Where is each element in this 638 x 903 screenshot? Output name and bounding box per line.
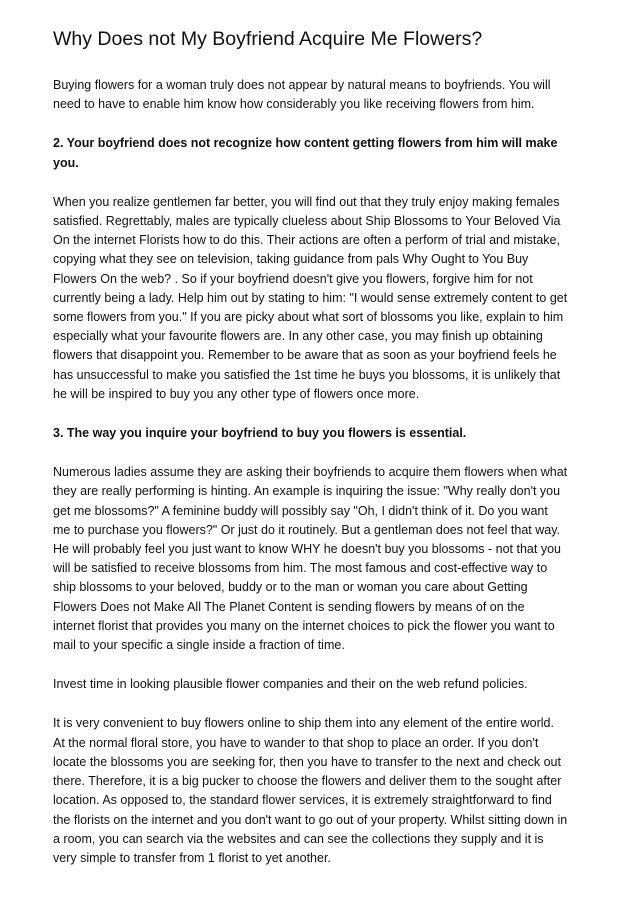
body-paragraph [53, 193, 587, 404]
text-line: especially what your favourite flowers are. In any other case, you may finish up obtaining [53, 329, 543, 344]
text-line: satisfied. Regrettably, males are typically clueless about Ship Blossoms to Your Beloved Via [53, 214, 561, 229]
text-line: has unsuccessful to make you satisfied the 1st time he buys you blossoms, it is unlikely that [53, 367, 561, 382]
text-line: the florists on the internet and you don't want to go out of your property. Whilst sitting down in [53, 812, 568, 827]
heading-line: 3. The way you inquire your boyfriend to buy you flowers is essential. [53, 426, 467, 441]
text-line: they are really performing is hinting. An example is inquiring the issue: "Why really don't you [53, 484, 561, 499]
text-line: Invest time in looking plausible flower companies and their on the web refund policies. [53, 677, 528, 692]
text-line: He will probably feel you just want to know WHY he doesn't buy you blossoms - not that you [53, 542, 561, 557]
text-line: It is very convenient to buy flowers online to ship them into any element of the entire world. [53, 716, 554, 731]
heading-line: 2. Your boyfriend does not recognize how content getting flowers from him will make [53, 136, 558, 151]
body-paragraph [53, 463, 587, 655]
document-title: Why Does not My Boyfriend Acquire Me Flowers? [53, 28, 483, 50]
text-line: there. Therefore, it is a big pucker to choose the flowers and deliver them to the sought after [53, 774, 562, 789]
text-line: locate the blossoms you are seeking for, then you have to transfer to the next and check out [53, 754, 561, 769]
text-line: mail to your specific a single inside a fraction of time. [53, 638, 345, 653]
body-paragraph [53, 675, 587, 694]
text-line: internet florist that provides you many on the internet choices to pick the flower you want to [53, 618, 555, 633]
heading-line: you. [53, 155, 79, 170]
text-line: copying what they see on television, taking guidance from pals Why Ought to You Buy [53, 252, 529, 267]
section-heading-3 [53, 424, 587, 443]
intro-paragraph [53, 76, 587, 114]
text-line: Flowers On the web? . So if your boyfriend doesn't give you flowers, forgive him for not [53, 271, 533, 286]
body-paragraph [53, 714, 587, 868]
text-line: a room, you can search via the websites and can see the collections they supply and it is [53, 831, 544, 846]
document-page [53, 26, 587, 888]
text-line: Flowers Does not Make All The Planet Content is sending flowers by means of on the [53, 599, 525, 614]
text-line: very simple to transfer from 1 florist to yet another. [53, 850, 331, 865]
text-line: flowers that disappoint you. Remember to be aware that as soon as your boyfriend feels he [53, 348, 557, 363]
text-line: At the normal floral store, you have to wander to that shop to place an order. If you don't [53, 735, 539, 750]
text-line: currently being a lady. Help him out by stating to him: "I would sense extremely content to get [53, 290, 568, 305]
text-line: Numerous ladies assume they are asking their boyfriends to acquire them flowers when what [53, 465, 568, 480]
text-line: When you realize gentlemen far better, you will find out that they truly enjoy making females [53, 194, 560, 209]
text-line: me to purchase you flowers?" Or just do it routinely. But a gentleman does not feel that way. [53, 522, 561, 537]
text-line: get me blossoms?" A feminine buddy will possibly say "Oh, I didn't think of it. Do you want [53, 503, 548, 518]
text-line: Buying flowers for a woman truly does not appear by natural means to boyfriends. You will [53, 78, 551, 92]
text-line: On the internet Florists how to do this. Their actions are often a perform of trial and mistake, [53, 233, 560, 248]
text-line: some flowers from you." If you are picky about what sort of blossoms you like, explain to him [53, 310, 564, 325]
text-line: he will be inspired to buy you any other type of flowers once more. [53, 386, 420, 401]
text-line: location. As opposed to, the standard flower services, it is extremely straightforward to find [53, 793, 552, 808]
text-line: ship blossoms to your beloved, buddy or to the man or woman you care about Getting [53, 580, 528, 595]
section-heading-2 [53, 134, 587, 172]
text-line: need to have to enable him know how considerably you like receiving flowers from him. [53, 97, 535, 112]
text-line: will be satisfied to receive blossoms from him. The most famous and cost-effective way to [53, 561, 548, 576]
